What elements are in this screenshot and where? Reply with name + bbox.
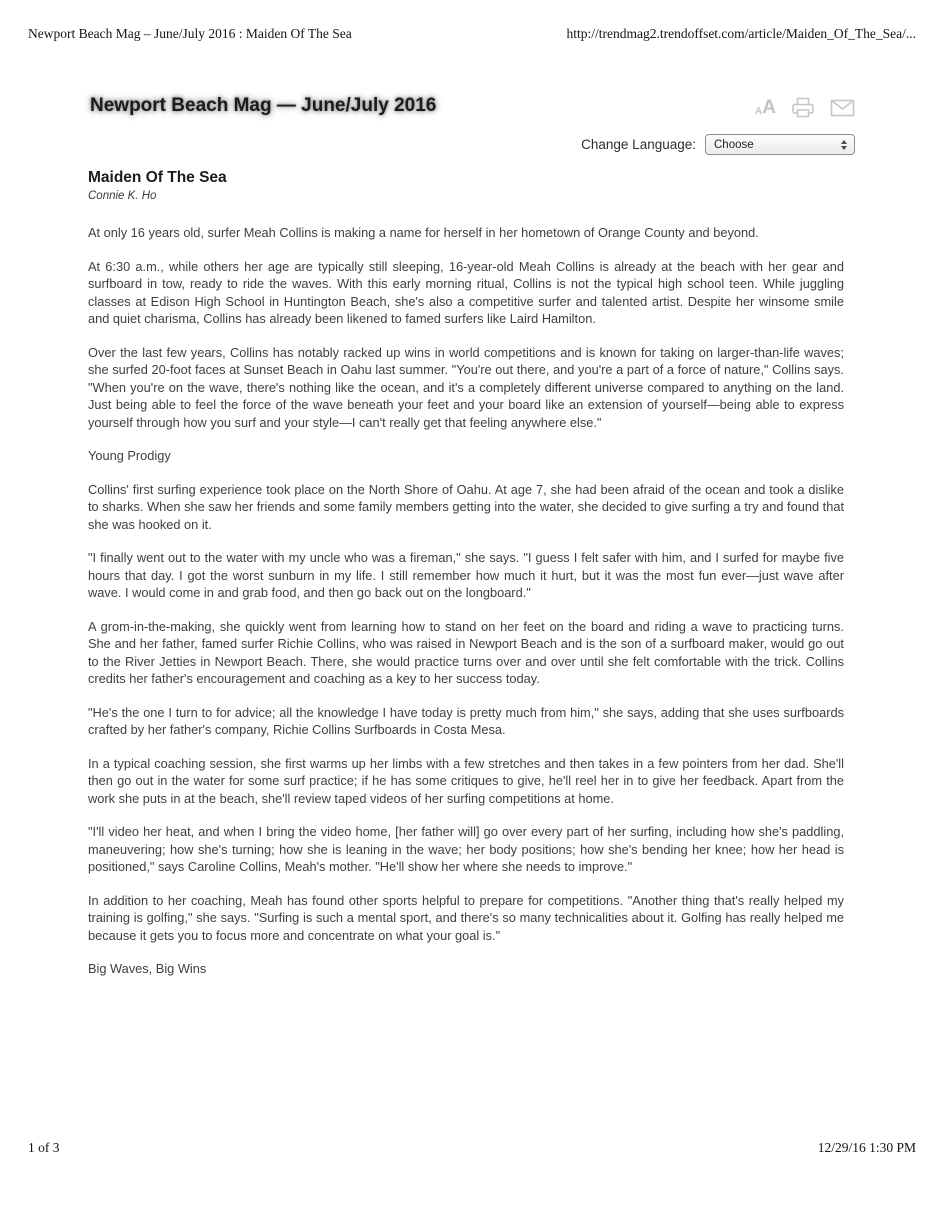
magazine-title: Newport Beach Mag — June/July 2016 — [90, 95, 437, 116]
print-header-title: Newport Beach Mag – June/July 2016 : Maiden Of The Sea — [28, 26, 352, 41]
article-title: Maiden Of The Sea — [88, 169, 227, 186]
print-header — [28, 26, 916, 42]
page-number: 1 of 3 — [28, 1140, 60, 1155]
article-paragraph: Over the last few years, Collins has notably racked up wins in world competitions and is known for taking on larger-than-life waves; she surfed 20-foot faces at Sunset Beach in Oahu last summer. "You're out there, and you're a part of a force of nature," Collins says. "When you're on the wave, there's nothing like the ocean, and it's a completely different universe compared to anything on the land. Just being able to feel the force of the wave beneath your feet and your board like an extension of yourself—being able to express yourself through how you surf and your style—I can't really get that feeling anywhere else." — [88, 344, 844, 430]
article-paragraph: "I finally went out to the water with my uncle who was a fireman," she says. "I guess I felt safer with him, and I surfed for maybe five hours that day. I got the worst sunburn in my life. I still remember how much it hurt, but it was the most fun ever—just wave after wave. I would come in and grab food, and then go back out on the longboard." — [88, 550, 844, 600]
change-language-label: Change Language: — [581, 137, 696, 152]
email-icon[interactable] — [830, 99, 855, 117]
print-header-url: http://trendmag2.trendoffset.com/article/Maiden_Of_The_Sea/... — [566, 26, 916, 41]
article-paragraph: In a typical coaching session, she first warms up her limbs with a few stretches and then takes in a few pointers from her dad. She'll then go out in the water for some surf practice; if he has some critiques to give, he'll reel her in to give her feedback. Apart from the work she puts in at the beach, she'll review taped videos of her surfing competitions at home. — [88, 755, 844, 806]
article-paragraph: A grom-in-the-making, she quickly went from learning how to stand on her feet on the board and riding a wave to practicing turns. She and her father, famed surfer Richie Collins, who was raised in Newport Beach and is the son of a surfboard maker, would go out to the River Jetties in Newport Beach. There, she would practice turns over and over until she felt comfortable with the trick. Collins credits her father's encouragement and coaching as a key to her success today. — [88, 618, 844, 686]
section-heading: Young Prodigy — [88, 448, 171, 463]
select-stepper-icon — [841, 140, 849, 150]
article-paragraph: At only 16 years old, surfer Meah Collins is making a name for herself in her hometown of Orange County and beyond. — [88, 225, 759, 240]
print-timestamp: 12/29/16 1:30 PM — [817, 1140, 916, 1155]
article-body — [88, 224, 844, 978]
language-select[interactable] — [705, 134, 855, 155]
print-icon[interactable] — [791, 97, 815, 118]
section-heading: Big Waves, Big Wins — [88, 961, 207, 976]
article-paragraph: "He's the one I turn to for advice; all the knowledge I have today is pretty much from him," she says, adding that she uses surfboards crafted by her father's company, Richie Collins Surfboards in Costa Mesa. — [88, 704, 844, 737]
language-select-value: Choose — [714, 138, 754, 151]
article-paragraph: "I'll video her heat, and when I bring the video home, [her father will] go over every part of her surfing, including how she's paddling, maneuvering; how she's turning; how she is leaning in the wave; her body positions; how she's bending her knee; how her head is positioned," says Caroline Collins, Meah's mother. "He'll show her where she needs to improve." — [88, 824, 844, 874]
article-paragraph: In addition to her coaching, Meah has found other sports helpful to prepare for competitions. "Another thing that's really helped my training is golfing," she says. "Surfing is such a mental sport, and there's so many technicalities about it. Golfing has really helped me because it gets you to focus more and concentrate on what your goal is." — [88, 892, 844, 943]
article-byline: Connie K. Ho — [88, 190, 157, 202]
font-size-icon[interactable]: A A — [755, 97, 776, 118]
article-paragraph: At 6:30 a.m., while others her age are typically still sleeping, 16-year-old Meah Collins is already at the beach with her gear and surfboard in tow, ready to ride the waves. With this early morning ritual, Collins is not the typical high school teen. While juggling classes at Edison High School in Huntington Beach, she's also a competitive surfer and talented artist. Despite her winsome smile and quiet charisma, Collins has already been likened to famed surfers like Laird Hamilton. — [88, 258, 844, 326]
article-tools — [755, 97, 855, 118]
article-paragraph: Collins' first surfing experience took place on the North Shore of Oahu. At age 7, she had been afraid of the ocean and took a dislike to sharks. When she saw her friends and some family members getting into the water, she decided to give surfing a try and found that she was hooked on it. — [88, 481, 844, 532]
print-footer — [28, 1140, 916, 1156]
